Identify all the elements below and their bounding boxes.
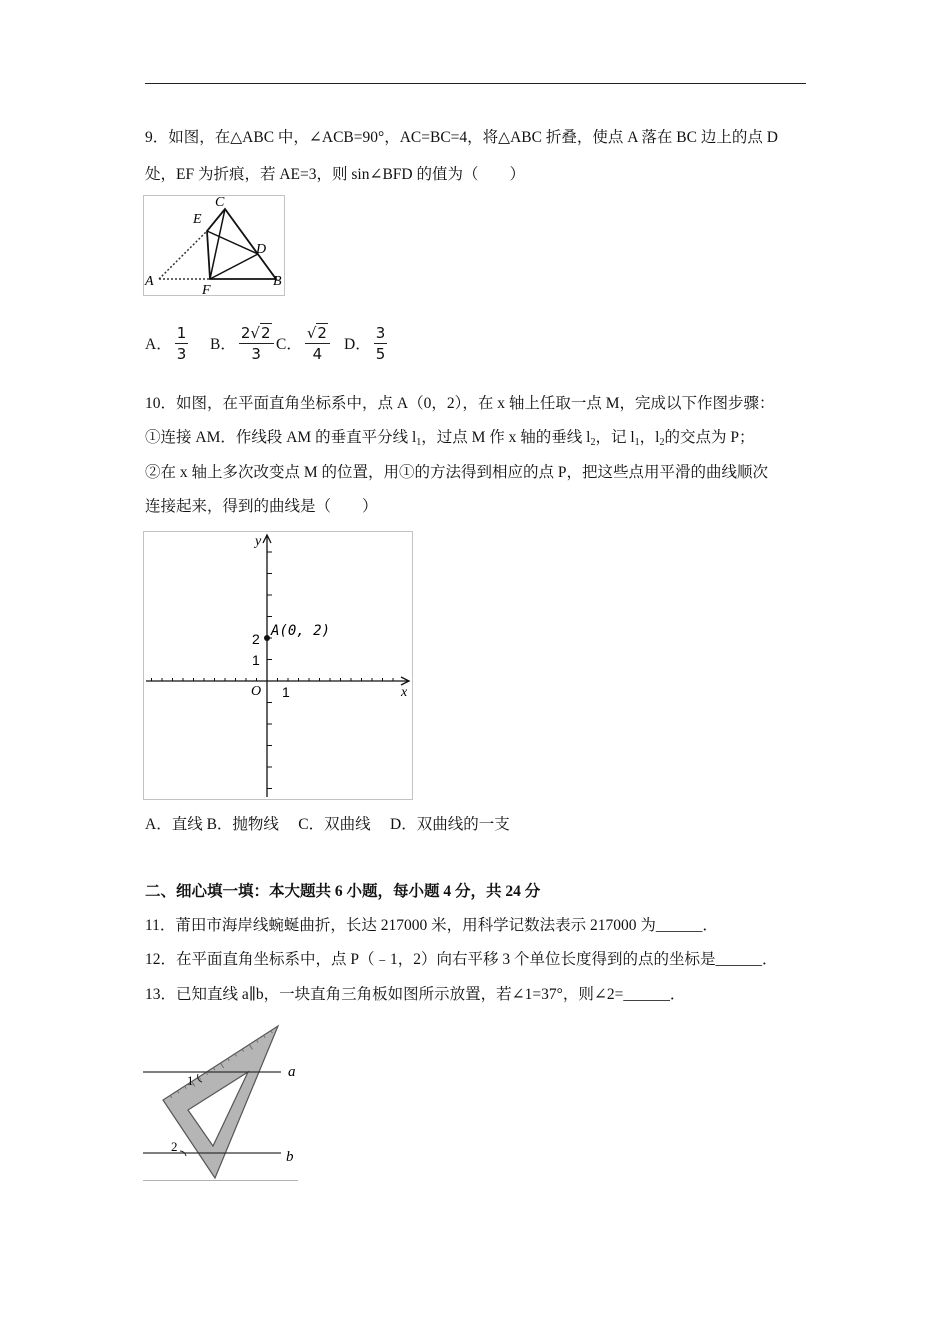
q10-text-line4: 连接起来，得到的曲线是（ ） [145,498,378,515]
q9-text-line1: 9．如图，在△ABC 中，∠ACB=90°，AC=BC=4，将△ABC 折叠，使点 A 落在 BC 边上的点 D [145,129,778,146]
line-b-label: b [286,1149,294,1165]
label-b: B [273,274,282,289]
label-e: E [193,212,202,227]
y-tick-2-label: 2 [252,631,260,647]
q10-text-line3: ②在 x 轴上多次改变点 M 的位置，用①的方法得到相应的点 P，把这些点用平滑的曲线顺次 [145,464,769,481]
x-tick-1-label: 1 [282,684,290,700]
q13-text: 13．已知直线 a∥b，一块直角三角板如图所示放置，若∠1=37°，则∠2=______． [145,986,686,1003]
angle-2-label: 2 [171,1139,178,1154]
q10-text-line2: ①连接 AM．作线段 AM 的垂直平分线 $l_1$，过点 M 作 x 轴的垂线 $l_2$，记 $l_1$，$l_2$的交点为 P； [145,429,755,448]
line-a-label: a [288,1064,296,1080]
origin-label: O [251,684,262,699]
q9-option-d: D． $\frac{3}{5}$ [344,323,386,363]
y-tick-1-label: 1 [252,652,260,668]
q9-text-line2: 处，EF 为折痕，若 AE=3，则 sin∠BFD 的值为（ ） [145,166,525,183]
q13-triangle-ruler-figure [143,1020,303,1182]
q9-option-a: A． $\frac{1}{3}$ [145,323,187,363]
header-rule [145,83,806,84]
label-c: C [215,195,225,210]
q9-option-b: B． $\frac{2√2}{3}$ [210,318,277,368]
label-d: D [256,242,267,257]
fold-line-ae [159,231,207,279]
segment-fd [210,254,258,279]
q10-text-line1: 10．如图，在平面直角坐标系中，点 A（0，2），在 x 轴上任取一点 M，完成以下作图步骤： [145,395,775,412]
y-axis-label: y [255,534,262,549]
angle-1-label: 1 [187,1073,194,1088]
point-a-dot [264,635,270,641]
x-axis-label: x [401,685,408,700]
label-a: A [145,274,154,289]
q9-option-c: C． $\frac{√2}{4}$ [276,318,333,368]
section2-heading: 二、细心填一填：本大题共 6 小题，每小题 4 分，共 24 分 [145,883,541,900]
q12-text: 12．在平面直角坐标系中，点 P（﹣1，2）向右平移 3 个单位长度得到的点的坐标是______． [145,951,778,968]
q11-text: 11．莆田市海岸线蜿蜒曲折，长达 217000 米，用科学记数法表示 217000 为______． [145,917,718,934]
point-a-label: A(0, 2) [271,623,331,639]
label-f: F [202,283,211,297]
q10-options: A．直线 B．抛物线 C．双曲线 D．双曲线的一支 [145,816,510,833]
q10-coordinate-figure [143,531,413,800]
q9-triangle-figure [143,195,285,297]
